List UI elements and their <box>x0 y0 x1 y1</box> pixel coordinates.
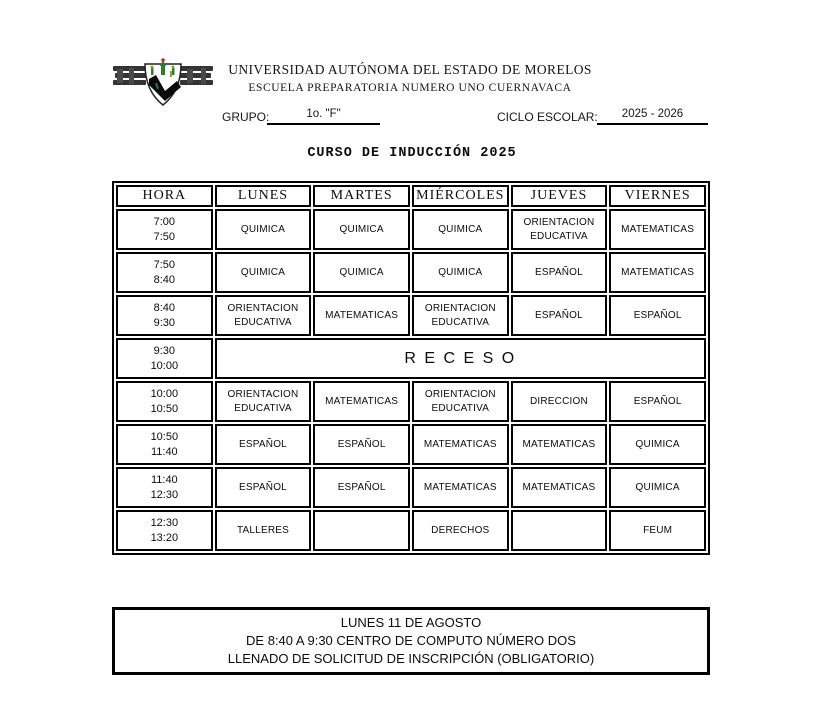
time-text: 12:30 <box>150 517 179 530</box>
column-header: JUEVES <box>511 185 608 207</box>
subject-cell: ORIENTACION EDUCATIVA <box>215 295 312 336</box>
subject-cell: ESPAÑOL <box>609 295 706 336</box>
cycle-label: CICLO ESCOLAR: <box>497 110 598 124</box>
schedule-row <box>116 252 706 293</box>
subject-cell: ORIENTACION EDUCATIVA <box>215 381 312 422</box>
time-text: 10:00 <box>150 388 179 401</box>
school-name: ESCUELA PREPARATORIA NUMERO UNO CUERNAVACA <box>248 82 572 94</box>
subject-cell: DIRECCION <box>511 381 608 422</box>
schedule-row <box>116 295 706 336</box>
footer-note-line: LLENADO DE SOLICITUD DE INSCRIPCIÓN (OBLIGATORIO) <box>227 650 595 666</box>
time-text: 11:40 <box>150 474 178 487</box>
subject-cell: ESPAÑOL <box>609 381 706 422</box>
subject-cell: ORIENTACION EDUCATIVA <box>511 209 608 250</box>
schedule-row <box>116 209 706 250</box>
subject-cell: ESPAÑOL <box>215 424 312 465</box>
schedule-row <box>116 381 706 422</box>
subject-cell: MATEMATICAS <box>313 295 410 336</box>
column-header: LUNES <box>215 185 312 207</box>
cycle-value: 2025 - 2026 <box>597 108 708 125</box>
group-value: 1o. "F" <box>267 108 380 125</box>
time-cell <box>116 381 213 422</box>
subject-cell: MATEMATICAS <box>511 467 608 508</box>
column-header: MARTES <box>313 185 410 207</box>
time-cell <box>116 510 213 551</box>
time-text: 9:30 <box>153 316 176 329</box>
subject-cell: QUIMICA <box>609 467 706 508</box>
subject-cell: ESPAÑOL <box>511 252 608 293</box>
subject-cell: ESPAÑOL <box>215 467 312 508</box>
subject-cell: QUIMICA <box>215 209 312 250</box>
subject-cell: QUIMICA <box>215 252 312 293</box>
subject-cell: QUIMICA <box>313 209 410 250</box>
subject-cell: ORIENTACION EDUCATIVA <box>412 381 509 422</box>
time-text: 9:30 <box>153 345 176 358</box>
time-text: 13:20 <box>150 531 179 544</box>
group-label: GRUPO: <box>222 110 270 124</box>
schedule-table <box>112 181 710 555</box>
empty-cell <box>313 510 410 551</box>
crest-left-texture <box>113 66 147 85</box>
schedule-row <box>116 510 706 551</box>
footer-note-line: LUNES 11 DE AGOSTO <box>340 615 482 630</box>
subject-cell: QUIMICA <box>313 252 410 293</box>
time-cell <box>116 467 213 508</box>
schedule-row <box>116 467 706 508</box>
schedule-header-row <box>116 185 706 207</box>
letterhead <box>150 62 670 94</box>
subject-cell: ESPAÑOL <box>511 295 608 336</box>
subject-cell: MATEMATICAS <box>609 252 706 293</box>
time-text: 8:40 <box>153 273 176 286</box>
receso-cell: R E C E S O <box>215 338 706 379</box>
time-cell <box>116 209 213 250</box>
subject-cell: MATEMATICAS <box>511 424 608 465</box>
subject-cell: QUIMICA <box>412 252 509 293</box>
column-header: HORA <box>116 185 213 207</box>
footer-note <box>112 607 710 675</box>
course-title: CURSO DE INDUCCIÓN 2025 <box>307 146 517 161</box>
column-header: VIERNES <box>609 185 706 207</box>
subject-cell: QUIMICA <box>412 209 509 250</box>
subject-cell: ESPAÑOL <box>313 424 410 465</box>
time-cell <box>116 252 213 293</box>
column-header: MIÉRCOLES <box>412 185 509 207</box>
time-text: 7:50 <box>153 259 176 272</box>
university-name: UNIVERSIDAD AUTÓNOMA DEL ESTADO DE MORELOS <box>228 62 592 77</box>
time-text: 12:30 <box>150 488 179 501</box>
subject-cell: DERECHOS <box>412 510 509 551</box>
time-cell <box>116 338 213 379</box>
subject-cell: MATEMATICAS <box>609 209 706 250</box>
time-text: 7:50 <box>153 230 176 243</box>
subject-cell: MATEMATICAS <box>313 381 410 422</box>
time-text: 7:00 <box>153 216 176 229</box>
schedule-row <box>116 424 706 465</box>
schedule-row <box>116 338 706 379</box>
subject-cell: TALLERES <box>215 510 312 551</box>
subject-cell: QUIMICA <box>609 424 706 465</box>
empty-cell <box>511 510 608 551</box>
subject-cell: ESPAÑOL <box>313 467 410 508</box>
footer-note-line: DE 8:40 A 9:30 CENTRO DE COMPUTO NÚMERO DOS <box>246 632 576 648</box>
subject-cell: MATEMATICAS <box>412 424 509 465</box>
time-text: 8:40 <box>153 302 176 315</box>
time-text: 10:50 <box>150 431 179 444</box>
time-cell <box>116 295 213 336</box>
time-cell <box>116 424 213 465</box>
time-text: 11:40 <box>150 445 178 458</box>
time-text: 10:50 <box>150 402 179 415</box>
subject-cell: FEUM <box>609 510 706 551</box>
time-text: 10:00 <box>150 359 179 372</box>
subject-cell: ORIENTACION EDUCATIVA <box>412 295 509 336</box>
subject-cell: MATEMATICAS <box>412 467 509 508</box>
